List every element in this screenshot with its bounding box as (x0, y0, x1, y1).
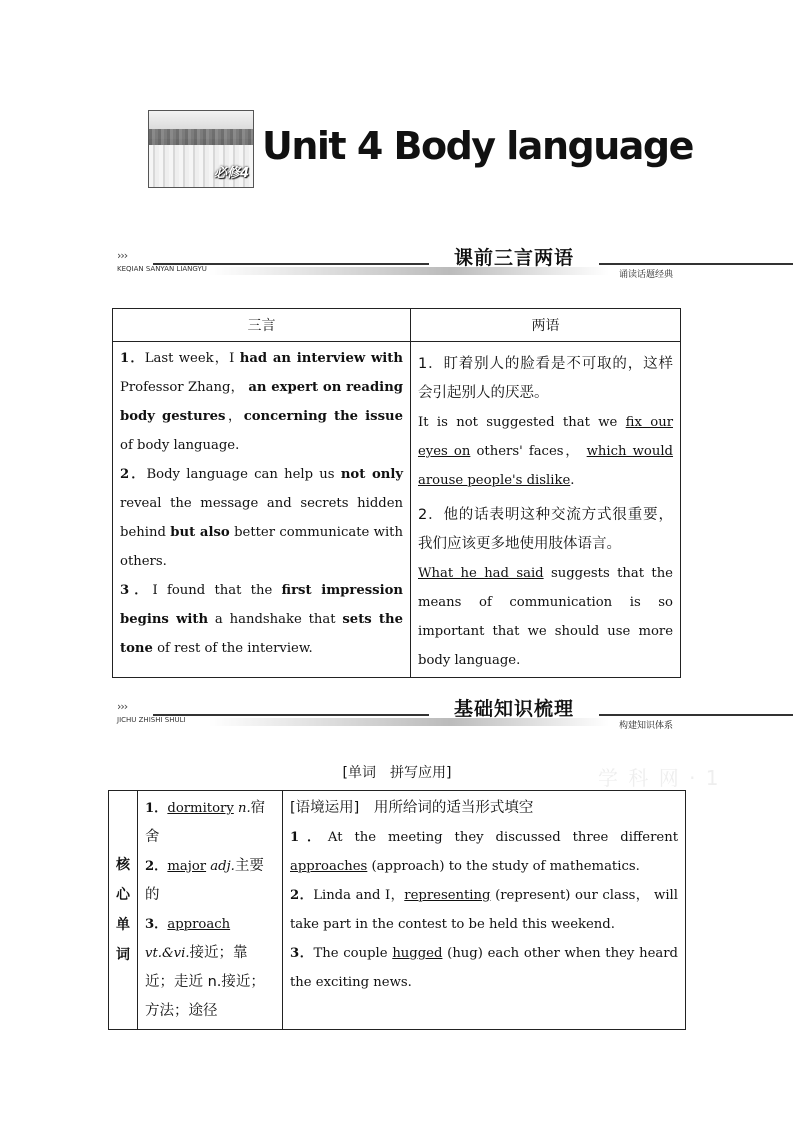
context-heading (290, 794, 678, 823)
banner-line (599, 263, 793, 265)
item-number: 2． (145, 859, 168, 874)
item-number: 2． (120, 467, 147, 482)
section-pinyin: KEQIAN SANYAN LIANGYU (117, 265, 207, 273)
table-header-san: 三言 (113, 309, 411, 342)
text-run: (approach) to the study of mathematics. (367, 859, 640, 874)
bold-phrase: but also (170, 525, 230, 540)
word-answer: major (167, 859, 207, 874)
context-instruction: 用所给词的适当形式填空 (359, 800, 534, 816)
word-meaning: 主要的 (145, 858, 264, 903)
text-run: others' faces， (470, 444, 587, 459)
text-run: It is not suggested that we (418, 415, 626, 430)
liang-cell (411, 342, 681, 678)
banner-line (153, 714, 429, 716)
unit-thumbnail (148, 110, 254, 188)
answer-underlined: fix our eyes on (418, 415, 673, 459)
word-item (145, 852, 275, 910)
text-run: of body language. (120, 438, 240, 453)
item-number: 1． (145, 801, 168, 816)
context-sentence (290, 823, 678, 881)
item-number: 1． (120, 351, 145, 366)
section-title: 课前三言两语 (453, 247, 574, 269)
text-run: of rest of the interview. (152, 641, 313, 656)
section-banner-1 (117, 243, 677, 279)
text-run: The couple (313, 946, 393, 961)
answer-underlined: which would arouse people's dislike (418, 444, 674, 488)
bold-phrase: sets the tone (120, 612, 403, 656)
bold-phrase: an expert on reading body gestures (120, 380, 404, 424)
bold-phrase: concerning the issue (243, 409, 403, 424)
word-meaning: 宿舍 (145, 800, 266, 845)
bold-phrase: had an interview with (239, 351, 403, 366)
text-run: reveal the message and secrets hidden behind (120, 496, 403, 540)
context-sentence (290, 881, 678, 939)
context-title: [语境运用] (290, 800, 360, 816)
word-answer: dormitory (167, 801, 234, 816)
text-run: Body language can help us (146, 467, 341, 482)
answer-underlined: hugged (392, 946, 443, 961)
vertical-char: 词 (116, 947, 130, 963)
table-header-liang: 两语 (411, 309, 681, 342)
vertical-char: 核 (116, 857, 130, 873)
banner-line (599, 714, 793, 716)
chevrons-icon: ››› (117, 249, 128, 262)
san-cell (113, 342, 411, 678)
bold-phrase: not only (340, 467, 404, 482)
words-cell (138, 791, 283, 1030)
item-number: 1． (290, 830, 328, 845)
vertical-char: 单 (116, 917, 130, 933)
watermark: 学 科 网 · 1 (598, 766, 721, 790)
answer-underlined: representing (404, 888, 491, 903)
context-sentence (290, 939, 678, 997)
thumb-trees (149, 129, 253, 145)
context-cell (283, 791, 686, 1030)
text-run: I found that the (152, 583, 282, 598)
item-number: 3． (145, 917, 168, 932)
section-subtitle: 诵读话题经典 (615, 267, 677, 280)
bold-phrase: first impression begins with (120, 583, 403, 627)
chevrons-icon: ››› (117, 700, 128, 713)
liang-chinese: 1．盯着别人的脸看是不可取的，这样会引起别人的厌恶。 (418, 356, 673, 401)
text-run: . (570, 473, 575, 488)
vertical-label (109, 791, 138, 1030)
san-item (120, 576, 403, 663)
section-pinyin: JICHU ZHISHI SHULI (117, 716, 186, 724)
san-item (120, 344, 403, 460)
text-run: better communicate with others. (120, 525, 403, 569)
answer-underlined: approaches (290, 859, 368, 874)
section-title: 基础知识梳理 (453, 698, 574, 720)
word-answer: approach (167, 917, 231, 932)
text-run: Professor Zhang， (120, 380, 249, 395)
item-number: 3． (290, 946, 314, 961)
vertical-char: 心 (116, 887, 130, 903)
liang-english (418, 408, 673, 495)
part-of-speech: vt.&vi. (145, 946, 190, 961)
text-run: Last week，I (144, 351, 240, 366)
text-run: At the meeting they discussed three different (327, 830, 678, 845)
answer-underlined: What he had said (418, 566, 544, 581)
text-run: Linda and I， (313, 888, 405, 903)
word-item (145, 910, 275, 1026)
core-words-table (108, 790, 686, 1030)
words-header: [单词 拼写应用] (342, 765, 452, 781)
sayings-table (112, 308, 681, 678)
text-run: a handshake that (208, 612, 343, 627)
text-run: ， (225, 409, 244, 424)
item-number: 2． (290, 888, 314, 903)
word-meaning: 接近；靠近；走近 n.接近；方法；途径 (145, 945, 265, 1019)
part-of-speech: n. (233, 801, 251, 816)
liang-chinese: 2．他的话表明这种交流方式很重要，我们应该更多地使用肢体语言。 (418, 507, 673, 552)
san-item (120, 460, 403, 576)
liang-english (418, 559, 673, 675)
unit-title: Unit 4 Body language (262, 124, 693, 168)
part-of-speech: adj. (206, 859, 235, 874)
text-run: (represent) our class， will take part in the contest to be held this weekend. (290, 888, 678, 932)
text-run: (hug) each other when they heard the exciting news. (290, 946, 678, 990)
word-item (145, 794, 275, 852)
book-tag: 必修4 (213, 166, 249, 181)
text-run: suggests that the means of communication is so important that we should use more body language. (418, 566, 673, 668)
section-subtitle: 构建知识体系 (615, 718, 677, 731)
item-number: 3． (120, 583, 153, 598)
section-banner-2 (117, 694, 677, 730)
